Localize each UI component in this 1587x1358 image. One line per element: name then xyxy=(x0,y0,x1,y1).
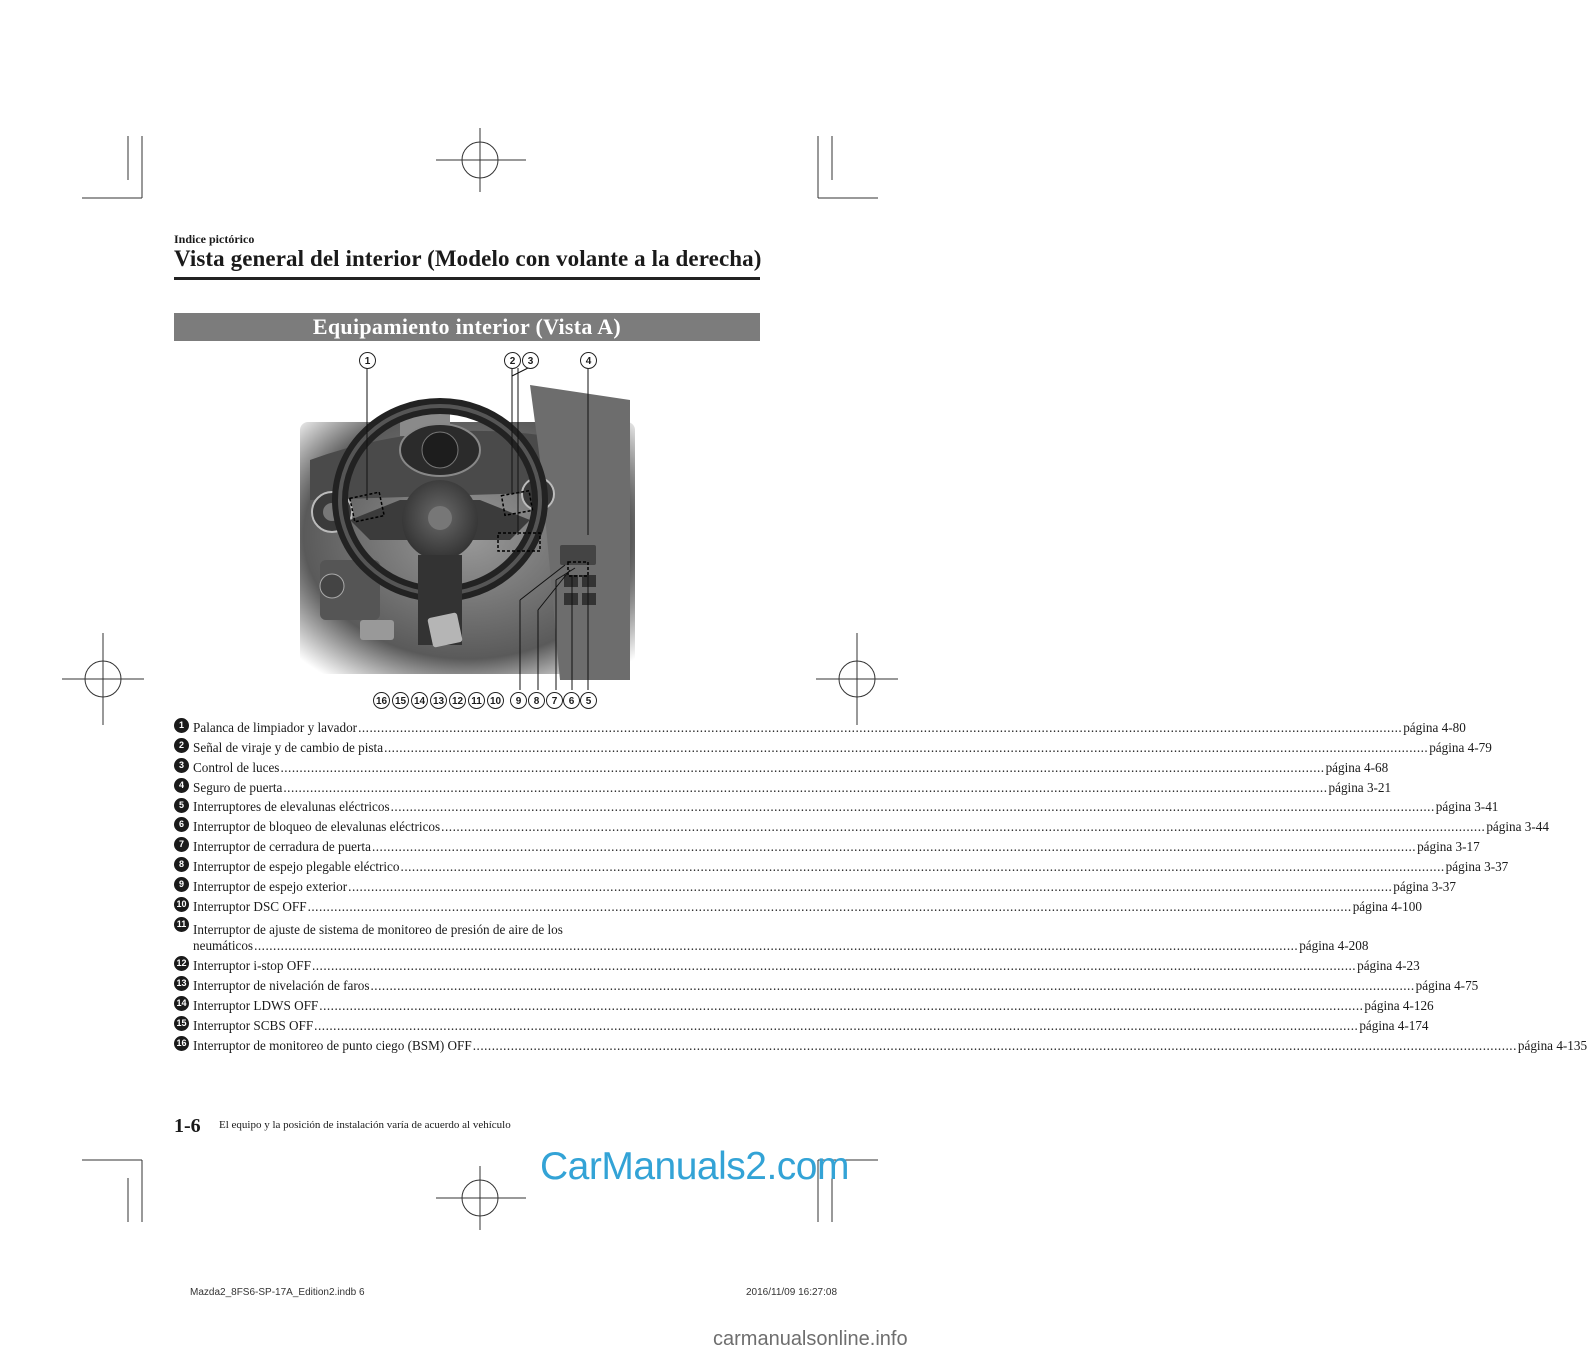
callout-15: 15 xyxy=(392,692,409,709)
list-item xyxy=(174,994,1434,1014)
item-number: 16 xyxy=(174,1036,189,1051)
item-number: 13 xyxy=(174,976,189,991)
page-reference[interactable]: página 3-37 xyxy=(1393,879,1456,895)
item-description: Control de luces xyxy=(193,759,280,775)
page-reference[interactable]: página 4-135 xyxy=(1517,1037,1587,1053)
leader-dots xyxy=(348,879,1392,895)
list-item xyxy=(174,815,1549,835)
item-description: Interruptor SCBS OFF xyxy=(193,1017,314,1033)
item-number: 12 xyxy=(174,956,189,971)
item-description: Interruptor de ajuste de sistema de monitoreo de presión de aire de los xyxy=(193,922,563,938)
leader-dots xyxy=(280,760,1324,776)
callout-12: 12 xyxy=(449,692,466,709)
item-description-continued: neumáticos xyxy=(193,938,254,954)
page-reference[interactable]: página 4-79 xyxy=(1429,739,1492,755)
page-reference[interactable]: página 4-68 xyxy=(1325,759,1389,775)
list-item xyxy=(174,835,1480,855)
item-number: 5 xyxy=(174,798,189,813)
page-reference[interactable]: página 3-21 xyxy=(1328,779,1392,795)
callout-9: 9 xyxy=(510,692,527,709)
callout-6: 6 xyxy=(563,692,580,709)
page-reference[interactable]: página 4-75 xyxy=(1415,978,1479,994)
page-reference[interactable]: página 4-174 xyxy=(1359,1017,1429,1033)
item-description: Interruptor de espejo plegable eléctrico xyxy=(193,859,400,875)
list-item xyxy=(174,736,1492,756)
item-list xyxy=(174,716,1587,1054)
leader-dots xyxy=(314,1018,1358,1034)
list-item xyxy=(174,716,1466,736)
page-reference[interactable]: página 4-208 xyxy=(1299,938,1369,954)
item-number: 11 xyxy=(174,917,189,932)
item-number: 4 xyxy=(174,778,189,793)
section-label: Indice pictórico xyxy=(174,232,255,246)
item-number: 7 xyxy=(174,837,189,852)
leader-dots xyxy=(283,780,1327,796)
item-number: 3 xyxy=(174,758,189,773)
list-item xyxy=(174,796,1499,816)
item-description: Interruptor LDWS OFF xyxy=(193,998,319,1014)
callout-16: 16 xyxy=(373,692,390,709)
item-number: 15 xyxy=(174,1016,189,1031)
page-reference[interactable]: página 3-41 xyxy=(1435,799,1499,815)
page-reference[interactable]: página 4-80 xyxy=(1403,719,1466,735)
title-rule xyxy=(174,277,760,280)
leader-dots xyxy=(319,998,1363,1014)
section-banner: Equipamiento interior (Vista A) xyxy=(174,313,760,341)
page-reference[interactable]: página 3-17 xyxy=(1417,839,1480,855)
item-description: Interruptores de elevalunas eléctricos xyxy=(193,799,390,815)
list-item xyxy=(174,1034,1587,1054)
leader-dots xyxy=(391,799,1435,815)
list-item xyxy=(174,875,1456,895)
page-title: Vista general del interior (Modelo con volante a la derecha) xyxy=(174,246,762,271)
list-item xyxy=(174,954,1420,974)
leader-dots xyxy=(358,720,1402,736)
page-reference[interactable]: página 4-126 xyxy=(1364,998,1434,1014)
steering-wheel-illustration xyxy=(300,350,635,700)
watermark-carmanualsonline: carmanualsonline.info xyxy=(713,1328,908,1350)
item-number: 10 xyxy=(174,897,189,912)
list-item xyxy=(174,974,1479,994)
leader-dots xyxy=(384,740,1428,756)
leader-dots xyxy=(372,839,1416,855)
page-reference[interactable]: página 3-37 xyxy=(1445,859,1509,875)
item-description: Señal de viraje y de cambio de pista xyxy=(193,739,384,755)
item-description: Seguro de puerta xyxy=(193,779,283,795)
list-item xyxy=(174,776,1392,796)
page-reference[interactable]: página 4-100 xyxy=(1352,898,1422,914)
item-number: 1 xyxy=(174,718,189,733)
leader-dots xyxy=(254,938,1298,954)
callout-14: 14 xyxy=(411,692,428,709)
page-number: 1-6 xyxy=(174,1115,201,1137)
callout-7: 7 xyxy=(546,692,563,709)
leader-dots xyxy=(401,859,1445,875)
leader-dots xyxy=(441,819,1485,835)
item-description: Interruptor de bloqueo de elevalunas eléctricos xyxy=(193,819,441,835)
callout-8: 8 xyxy=(528,692,545,709)
callout-5: 5 xyxy=(580,692,597,709)
page-reference[interactable]: página 3-44 xyxy=(1486,819,1549,835)
item-number: 8 xyxy=(174,857,189,872)
callout-2: 2 xyxy=(504,352,521,369)
file-info: Mazda2_8FS6-SP-17A_Edition2.indb 6 xyxy=(190,1287,365,1298)
leader-dots xyxy=(308,899,1352,915)
item-number: 14 xyxy=(174,996,189,1011)
leader-dots xyxy=(312,958,1356,974)
list-item xyxy=(174,855,1509,875)
list-item xyxy=(174,1014,1429,1034)
item-description: Interruptor de espejo exterior xyxy=(193,879,348,895)
item-description: Palanca de limpiador y lavador xyxy=(193,719,358,735)
item-number: 9 xyxy=(174,877,189,892)
item-description: Interruptor i-stop OFF xyxy=(193,958,311,974)
footer-note: El equipo y la posición de instalación varía de acuerdo al vehículo xyxy=(219,1119,511,1131)
file-date: 2016/11/09 16:27:08 xyxy=(746,1287,838,1298)
list-item xyxy=(174,915,1369,955)
interior-illustration xyxy=(300,350,635,707)
callout-10: 10 xyxy=(487,692,504,709)
item-description: Interruptor DSC OFF xyxy=(193,898,307,914)
item-description: Interruptor de monitoreo de punto ciego (BSM) OFF xyxy=(193,1037,472,1053)
page-reference[interactable]: página 4-23 xyxy=(1357,958,1420,974)
callout-1: 1 xyxy=(359,352,376,369)
leader-dots xyxy=(371,978,1415,994)
item-number: 6 xyxy=(174,817,189,832)
watermark-carmanuals2: CarManuals2.com xyxy=(540,1145,849,1188)
callout-11: 11 xyxy=(468,692,485,709)
item-description: Interruptor de nivelación de faros xyxy=(193,978,370,994)
list-item xyxy=(174,756,1389,776)
callout-3: 3 xyxy=(522,352,539,369)
item-number: 2 xyxy=(174,738,189,753)
leader-dots xyxy=(473,1038,1517,1054)
list-item xyxy=(174,895,1422,915)
callout-4: 4 xyxy=(580,352,597,369)
item-description: Interruptor de cerradura de puerta xyxy=(193,839,371,855)
callout-13: 13 xyxy=(430,692,447,709)
